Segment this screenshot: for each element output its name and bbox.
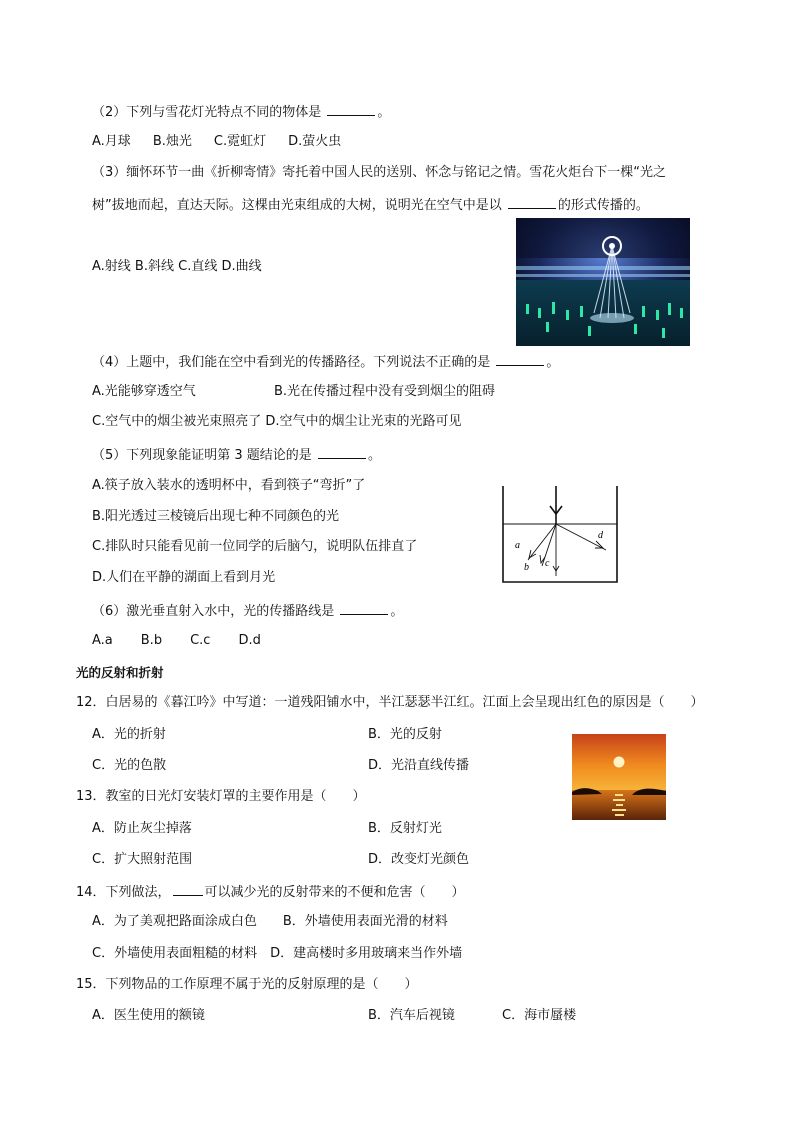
q11-part5-stem: （5）下列现象能证明第 3 题结论的是 。 (92, 445, 381, 465)
q11-part5-option-d[interactable]: D.人们在平静的湖面上看到月光 (92, 570, 276, 585)
option-c[interactable]: C.c (190, 633, 211, 648)
option-b[interactable]: B.b (140, 633, 163, 648)
ray-label-d: d (598, 530, 603, 541)
q12-stem: 12．白居易的《暮江吟》中写道：一道残阳铺水中，半江瑟瑟半江红。江面上会呈现出红色的原因是（ ） (76, 695, 704, 710)
q11-part5-option-a[interactable]: A.筷子放入装水的透明杯中，看到筷子“弯折”了 (92, 478, 366, 493)
answer-blank[interactable] (318, 445, 366, 459)
q12-option-d[interactable]: D．光沿直线传播 (368, 758, 470, 773)
option-d[interactable]: D.d (238, 633, 261, 648)
q11-part2-stem: （2）下列与雪花灯光特点不同的物体是 。 (92, 102, 390, 122)
q14-options-cd[interactable]: C．外墙使用表面粗糙的材料 D．建高楼时多用玻璃来当作外墙 (92, 946, 463, 961)
q11-part5-option-b[interactable]: B.阳光透过三棱镜后出现七种不同颜色的光 (92, 509, 340, 524)
q11-part2-options (92, 133, 363, 151)
answer-blank[interactable] (173, 882, 203, 896)
ray-label-b: b (524, 562, 529, 573)
q13-stem: 13．教室的日光灯安装灯罩的主要作用是（ ） (76, 789, 366, 804)
ray-label-a: a (515, 540, 520, 551)
q15-option-b[interactable]: B．汽车后视镜 (368, 1008, 455, 1023)
light-refraction-diagram (498, 484, 622, 586)
ray-label-c: c (545, 558, 550, 569)
q14-options-ab[interactable]: A．为了美观把路面涂成白色 B．外墙使用表面光滑的材料 (92, 914, 448, 929)
answer-blank[interactable] (340, 601, 388, 615)
q11-part3-stem-line1: （3）缅怀环节一曲《折柳寄情》寄托着中国人民的送别、怀念与铭记之情。雪花火炬台下一棵“光之 (92, 165, 667, 180)
answer-blank[interactable] (496, 352, 544, 366)
q15-stem: 15．下列物品的工作原理不属于光的反射原理的是（ ） (76, 977, 418, 992)
q13-option-b[interactable]: B．反射灯光 (368, 821, 442, 836)
sunset-river-photo (572, 734, 666, 820)
section-heading: 光的反射和折射 (76, 665, 164, 680)
olympic-stadium-photo (516, 218, 690, 346)
option-c[interactable]: C.霓虹灯 (213, 134, 267, 149)
q11-part4-option-a[interactable]: A.光能够穿透空气 (92, 384, 196, 399)
q11-part3-stem-line2: 树”拔地而起，直达天际。这棵由光束组成的大树，说明光在空气中是以 的形式传播的。 (92, 195, 649, 215)
q15-option-a[interactable]: A．医生使用的额镜 (92, 1008, 205, 1023)
q11-part3-options: A.射线 B.斜线 C.直线 D.曲线 (92, 259, 262, 274)
option-b[interactable]: B.烛光 (152, 134, 192, 149)
q13-option-a[interactable]: A．防止灰尘掉落 (92, 821, 192, 836)
q11-part6-stem: （6）激光垂直射入水中，光的传播路线是 。 (92, 601, 403, 621)
q11-part4-stem: （4）上题中，我们能在空中看到光的传播路径。下列说法不正确的是 。 (92, 352, 559, 372)
option-d[interactable]: D.萤火虫 (288, 134, 342, 149)
q12-option-b[interactable]: B．光的反射 (368, 727, 442, 742)
answer-blank[interactable] (508, 195, 556, 209)
q13-option-d[interactable]: D．改变灯光颜色 (368, 852, 470, 867)
q11-part5-option-c[interactable]: C.排队时只能看见前一位同学的后脑勺，说明队伍排直了 (92, 539, 418, 554)
option-a[interactable]: A.月球 (92, 134, 131, 149)
answer-blank[interactable] (327, 102, 375, 116)
q13-option-c[interactable]: C．扩大照射范围 (92, 852, 193, 867)
q14-stem: 14．下列做法， 可以减少光的反射带来的不便和危害（ ） (76, 882, 465, 902)
q11-part4-options-cd[interactable]: C.空气中的烟尘被光束照亮了 D.空气中的烟尘让光束的光路可见 (92, 414, 462, 429)
q12-option-c[interactable]: C．光的色散 (92, 758, 167, 773)
q15-option-c[interactable]: C．海市蜃楼 (502, 1008, 577, 1023)
q11-part6-options (92, 632, 283, 650)
option-a[interactable]: A.a (92, 633, 113, 648)
q11-part4-option-b[interactable]: B.光在传播过程中没有受到烟尘的阻碍 (274, 384, 496, 399)
q12-option-a[interactable]: A．光的折射 (92, 727, 166, 742)
